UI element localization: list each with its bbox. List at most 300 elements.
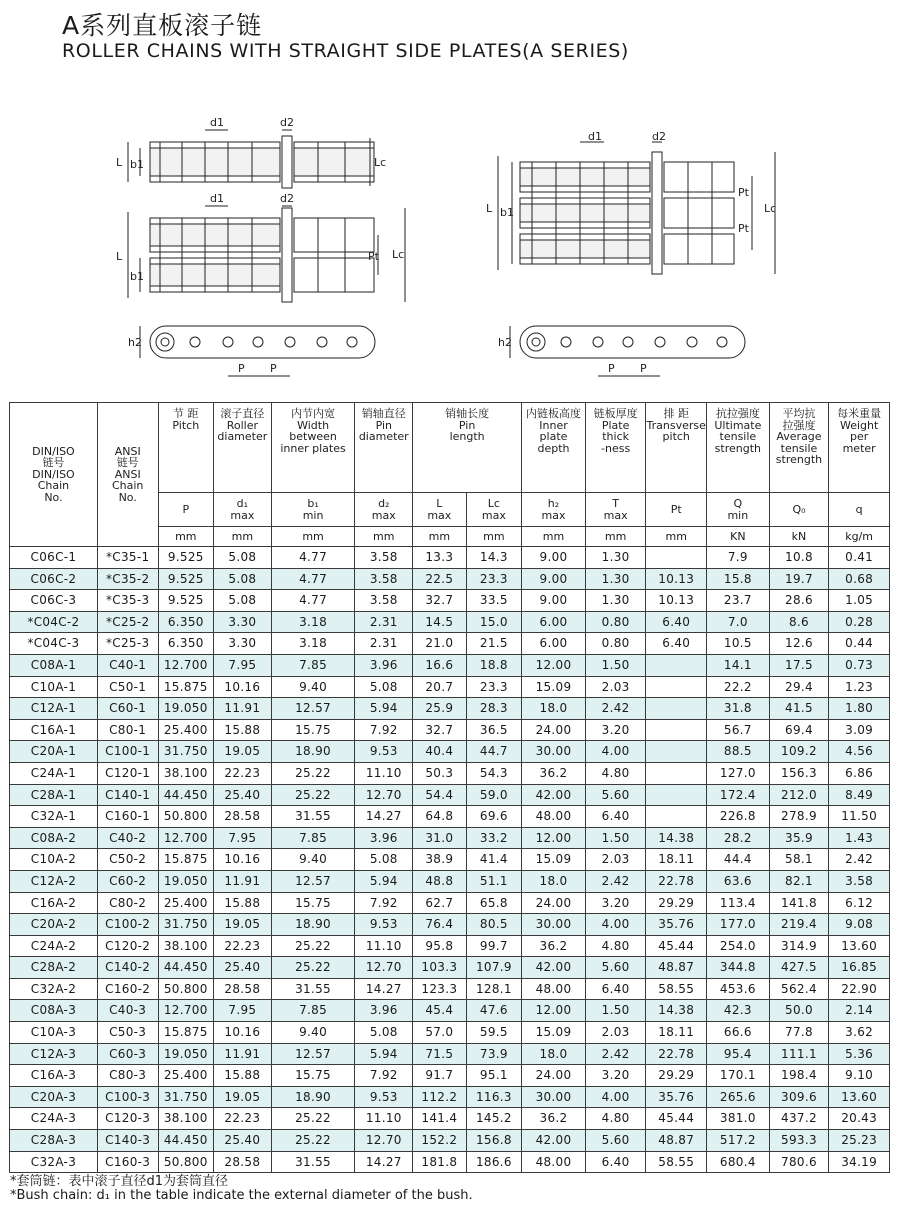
table-cell: 71.5 [413, 1043, 467, 1065]
table-cell: 24.00 [522, 1065, 586, 1087]
table-cell: 5.60 [585, 1130, 646, 1152]
table-cell: 2.03 [585, 849, 646, 871]
label-P-b2: P [640, 362, 647, 375]
table-cell: 21.5 [466, 633, 522, 655]
table-row [10, 568, 890, 590]
table-cell: 21.0 [413, 633, 467, 655]
table-cell: C08A-1 [10, 654, 98, 676]
symbol-cell: Lc max [466, 493, 522, 527]
table-cell: C28A-3 [10, 1130, 98, 1152]
table-cell: C24A-3 [10, 1108, 98, 1130]
table-cell: 29.29 [646, 892, 707, 914]
table-cell: 156.8 [466, 1130, 522, 1152]
table-cell: C50-1 [97, 676, 158, 698]
table-cell: 9.525 [158, 568, 214, 590]
table-cell: 36.2 [522, 762, 586, 784]
table-cell: *C04C-2 [10, 611, 98, 633]
table-cell: 314.9 [769, 935, 829, 957]
table-cell: 15.75 [271, 892, 355, 914]
table-cell: 25.400 [158, 719, 214, 741]
table-cell: 15.09 [522, 1022, 586, 1044]
table-cell: 6.00 [522, 633, 586, 655]
table-cell: 453.6 [707, 978, 770, 1000]
table-cell: 4.77 [271, 547, 355, 569]
table-cell: 51.1 [466, 870, 522, 892]
table-cell: C32A-3 [10, 1151, 98, 1173]
table-row [10, 611, 890, 633]
table-cell: 14.27 [355, 1151, 413, 1173]
table-cell: 25.400 [158, 892, 214, 914]
table-cell: 9.00 [522, 547, 586, 569]
table-cell: 6.00 [522, 611, 586, 633]
table-cell: 11.10 [355, 762, 413, 784]
table-cell: 7.85 [271, 1000, 355, 1022]
table-cell: 50.800 [158, 806, 214, 828]
table-cell: 278.9 [769, 806, 829, 828]
table-cell: 31.750 [158, 741, 214, 763]
table-cell: 62.7 [413, 892, 467, 914]
table-cell: 2.42 [585, 698, 646, 720]
table-cell: 58.55 [646, 1151, 707, 1173]
label-Lc-c: Lc [764, 202, 777, 215]
table-cell: C24A-2 [10, 935, 98, 957]
table-cell: 427.5 [769, 957, 829, 979]
table-cell: 103.3 [413, 957, 467, 979]
table-cell: 145.2 [466, 1108, 522, 1130]
table-cell: C28A-1 [10, 784, 98, 806]
table-cell: 5.94 [355, 1043, 413, 1065]
table-row [10, 547, 890, 569]
symbol-cell: Q₀ [769, 493, 829, 527]
table-cell: 12.00 [522, 654, 586, 676]
simplex-chain-drawing [128, 130, 374, 188]
table-cell: 24.00 [522, 719, 586, 741]
table-cell: 30.00 [522, 1086, 586, 1108]
table-cell: 38.100 [158, 762, 214, 784]
table-cell: 11.50 [829, 806, 890, 828]
header-average: 平均抗 拉强度 Average tensile strength [769, 403, 829, 493]
table-cell: 5.08 [214, 590, 272, 612]
table-cell: 64.8 [413, 806, 467, 828]
table-cell: 3.20 [585, 1065, 646, 1087]
label-d2-c: d2 [652, 130, 666, 143]
table-cell: 95.8 [413, 935, 467, 957]
table-cell: 0.28 [829, 611, 890, 633]
unit-cell: mm [646, 527, 707, 547]
table-cell: 1.05 [829, 590, 890, 612]
table-cell: 38.100 [158, 1108, 214, 1130]
table-cell: 16.6 [413, 654, 467, 676]
table-cell: 12.700 [158, 827, 214, 849]
label-L-b: L [116, 250, 123, 263]
table-cell: 16.85 [829, 957, 890, 979]
table-cell: C12A-3 [10, 1043, 98, 1065]
unit-cell: mm [522, 527, 586, 547]
header-transverse: 排 距 Transverse pitch [646, 403, 707, 493]
table-cell: 4.77 [271, 590, 355, 612]
table-cell: C06C-3 [10, 590, 98, 612]
table-cell: 18.0 [522, 698, 586, 720]
table-row [10, 1065, 890, 1087]
table-cell: 10.13 [646, 568, 707, 590]
table-cell: 76.4 [413, 914, 467, 936]
table-cell: 5.94 [355, 870, 413, 892]
table-cell: 42.00 [522, 784, 586, 806]
table-cell: 25.22 [271, 784, 355, 806]
label-L-c: L [486, 202, 493, 215]
table-cell: 45.4 [413, 1000, 467, 1022]
table-cell: 38.100 [158, 935, 214, 957]
label-Pt-c2: Pt [738, 222, 749, 235]
table-cell: 69.6 [466, 806, 522, 828]
table-cell: 12.57 [271, 1043, 355, 1065]
table-cell: 15.75 [271, 719, 355, 741]
table-cell: 65.8 [466, 892, 522, 914]
table-cell: *C35-1 [97, 547, 158, 569]
table-cell: 5.08 [355, 849, 413, 871]
unit-cell: mm [214, 527, 272, 547]
table-cell: 3.18 [271, 611, 355, 633]
table-cell: 11.10 [355, 935, 413, 957]
table-cell: 9.53 [355, 741, 413, 763]
table-cell: 309.6 [769, 1086, 829, 1108]
table-cell: 22.78 [646, 870, 707, 892]
table-cell: 58.55 [646, 978, 707, 1000]
table-cell: 66.6 [707, 1022, 770, 1044]
table-cell: 33.2 [466, 827, 522, 849]
table-cell: 44.4 [707, 849, 770, 871]
table-cell: 99.7 [466, 935, 522, 957]
table-cell: 2.03 [585, 676, 646, 698]
table-cell: 48.8 [413, 870, 467, 892]
table-cell: C120-2 [97, 935, 158, 957]
table-cell: 3.58 [355, 568, 413, 590]
table-cell: C50-2 [97, 849, 158, 871]
table-cell: 58.1 [769, 849, 829, 871]
table-cell: 156.3 [769, 762, 829, 784]
table-cell: 25.9 [413, 698, 467, 720]
table-cell: 11.10 [355, 1108, 413, 1130]
label-d1-a: d1 [210, 116, 224, 129]
table-cell [646, 784, 707, 806]
table-cell: C12A-2 [10, 870, 98, 892]
duplex-chain-drawing [128, 206, 405, 302]
table-cell [646, 654, 707, 676]
table-cell: 7.85 [271, 827, 355, 849]
table-cell: 10.16 [214, 849, 272, 871]
table-cell: 28.3 [466, 698, 522, 720]
table-cell: 3.96 [355, 1000, 413, 1022]
table-cell: 22.5 [413, 568, 467, 590]
table-cell: 12.700 [158, 654, 214, 676]
table-cell: 3.58 [829, 870, 890, 892]
table-cell: C08A-3 [10, 1000, 98, 1022]
table-cell: 3.62 [829, 1022, 890, 1044]
table-cell: 32.7 [413, 590, 467, 612]
table-cell: 4.56 [829, 741, 890, 763]
table-row [10, 849, 890, 871]
symbol-cell: Q min [707, 493, 770, 527]
header-ansi: ANSI 链号 ANSI Chain No. [97, 403, 158, 547]
label-d1-b: d1 [210, 192, 224, 205]
symbol-cell: q [829, 493, 890, 527]
table-cell: 1.50 [585, 654, 646, 676]
header-weight: 每米重量 Weight per meter [829, 403, 890, 493]
label-Lc-b: Lc [392, 248, 405, 261]
table-cell: 127.0 [707, 762, 770, 784]
table-cell: 14.38 [646, 827, 707, 849]
table-cell: 18.90 [271, 1086, 355, 1108]
table-cell: 9.525 [158, 590, 214, 612]
symbol-cell: L max [413, 493, 467, 527]
table-cell: C100-1 [97, 741, 158, 763]
table-cell: 15.875 [158, 1022, 214, 1044]
table-cell: 18.11 [646, 849, 707, 871]
table-cell: 12.57 [271, 870, 355, 892]
table-cell: *C25-3 [97, 633, 158, 655]
table-cell: 8.6 [769, 611, 829, 633]
symbol-cell: d₁ max [214, 493, 272, 527]
table-cell: C60-3 [97, 1043, 158, 1065]
table-cell: 1.23 [829, 676, 890, 698]
table-cell: 5.94 [355, 698, 413, 720]
table-cell: 15.75 [271, 1065, 355, 1087]
table-cell: 123.3 [413, 978, 467, 1000]
side-view-right [510, 326, 745, 376]
table-cell: C06C-2 [10, 568, 98, 590]
table-cell: C120-1 [97, 762, 158, 784]
table-cell: 0.41 [829, 547, 890, 569]
table-cell: 1.50 [585, 1000, 646, 1022]
table-cell: 22.2 [707, 676, 770, 698]
unit-cell: mm [585, 527, 646, 547]
table-cell: 198.4 [769, 1065, 829, 1087]
table-cell: 7.92 [355, 719, 413, 741]
unit-cell: mm [271, 527, 355, 547]
table-cell: C06C-1 [10, 547, 98, 569]
table-cell: 80.5 [466, 914, 522, 936]
symbol-cell: T max [585, 493, 646, 527]
symbol-cell: h₂ max [522, 493, 586, 527]
table-cell: 14.5 [413, 611, 467, 633]
table-cell: 44.450 [158, 1130, 214, 1152]
table-cell: 1.30 [585, 590, 646, 612]
header-roller: 滚子直径 Roller diameter [214, 403, 272, 493]
table-cell: 107.9 [466, 957, 522, 979]
table-cell: 265.6 [707, 1086, 770, 1108]
table-cell: 170.1 [707, 1065, 770, 1087]
table-cell: 17.5 [769, 654, 829, 676]
table-cell: 22.23 [214, 1108, 272, 1130]
table-cell: 56.7 [707, 719, 770, 741]
table-cell: 19.05 [214, 741, 272, 763]
table-cell: 25.40 [214, 957, 272, 979]
table-cell: 10.13 [646, 590, 707, 612]
table-cell: 3.58 [355, 547, 413, 569]
page-title-cn: A系列直板滚子链 [62, 11, 263, 40]
table-cell: 5.60 [585, 784, 646, 806]
table-cell: 7.95 [214, 654, 272, 676]
table-cell: *C35-2 [97, 568, 158, 590]
table-cell: 112.2 [413, 1086, 467, 1108]
table-cell: 36.2 [522, 1108, 586, 1130]
table-cell: 8.49 [829, 784, 890, 806]
table-cell: 48.87 [646, 1130, 707, 1152]
header-din: DIN/ISO 链号 DIN/ISO Chain No. [10, 403, 98, 547]
table-cell: 186.6 [466, 1151, 522, 1173]
table-cell: 226.8 [707, 806, 770, 828]
table-cell: 23.3 [466, 676, 522, 698]
unit-cell: mm [158, 527, 214, 547]
table-row [10, 806, 890, 828]
table-cell: 7.9 [707, 547, 770, 569]
table-cell: 25.22 [271, 957, 355, 979]
label-h2-a: h2 [128, 336, 142, 349]
table-row [10, 892, 890, 914]
table-cell: 28.6 [769, 590, 829, 612]
table-cell: 0.44 [829, 633, 890, 655]
table-cell: 31.8 [707, 698, 770, 720]
table-cell: 36.5 [466, 719, 522, 741]
table-cell: 15.09 [522, 676, 586, 698]
label-Pt-b: Pt [368, 250, 379, 263]
table-cell: 6.40 [585, 806, 646, 828]
table-cell: 7.85 [271, 654, 355, 676]
table-row [10, 590, 890, 612]
table-cell: 1.30 [585, 547, 646, 569]
table-cell: 344.8 [707, 957, 770, 979]
table-cell: 41.5 [769, 698, 829, 720]
table-row [10, 935, 890, 957]
table-cell: 381.0 [707, 1108, 770, 1130]
page-title-en: ROLLER CHAINS WITH STRAIGHT SIDE PLATES(A SERIES) [62, 40, 629, 62]
table-cell: C10A-1 [10, 676, 98, 698]
table-cell: C40-1 [97, 654, 158, 676]
table-cell: 38.9 [413, 849, 467, 871]
label-b1-a: b1 [130, 158, 144, 171]
header-pitch: 节 距 Pitch [158, 403, 214, 493]
table-cell: 20.7 [413, 676, 467, 698]
table-cell: 4.80 [585, 935, 646, 957]
header-plate-thickness: 链板厚度 Plate thick -ness [585, 403, 646, 493]
table-cell: 212.0 [769, 784, 829, 806]
table-cell: C50-3 [97, 1022, 158, 1044]
table-cell [646, 547, 707, 569]
table-cell: 25.40 [214, 784, 272, 806]
table-cell: 6.350 [158, 611, 214, 633]
unit-cell: mm [466, 527, 522, 547]
table-cell: 14.27 [355, 806, 413, 828]
table-cell: C100-3 [97, 1086, 158, 1108]
label-L-a: L [116, 156, 123, 169]
table-cell: 59.5 [466, 1022, 522, 1044]
table-cell: 13.3 [413, 547, 467, 569]
table-row [10, 1022, 890, 1044]
table-cell [646, 676, 707, 698]
table-cell: 95.1 [466, 1065, 522, 1087]
table-cell: C60-2 [97, 870, 158, 892]
header-pin-diameter: 销轴直径 Pin diameter [355, 403, 413, 493]
table-cell: 28.58 [214, 1151, 272, 1173]
table-cell: 152.2 [413, 1130, 467, 1152]
table-cell: 6.40 [646, 611, 707, 633]
table-cell: 48.00 [522, 806, 586, 828]
table-cell: 40.4 [413, 741, 467, 763]
table-cell: 141.4 [413, 1108, 467, 1130]
table-cell: 680.4 [707, 1151, 770, 1173]
table-cell: C32A-2 [10, 978, 98, 1000]
table-row [10, 827, 890, 849]
table-row [10, 633, 890, 655]
table-cell: C80-2 [97, 892, 158, 914]
table-cell: 6.86 [829, 762, 890, 784]
table-cell: 77.8 [769, 1022, 829, 1044]
table-cell: 0.80 [585, 633, 646, 655]
table-cell: 3.30 [214, 611, 272, 633]
table-cell: C20A-3 [10, 1086, 98, 1108]
table-cell: 25.400 [158, 1065, 214, 1087]
table-cell: C100-2 [97, 914, 158, 936]
table-cell: C140-3 [97, 1130, 158, 1152]
table-cell: 3.30 [214, 633, 272, 655]
table-cell: 9.53 [355, 914, 413, 936]
table-cell: 1.43 [829, 827, 890, 849]
table-cell: 15.88 [214, 892, 272, 914]
table-cell: 22.23 [214, 935, 272, 957]
label-b1-b: b1 [130, 270, 144, 283]
table-cell: 12.6 [769, 633, 829, 655]
table-row [10, 698, 890, 720]
table-cell: 3.58 [355, 590, 413, 612]
table-cell: 254.0 [707, 935, 770, 957]
table-cell: 50.3 [413, 762, 467, 784]
table-cell: 116.3 [466, 1086, 522, 1108]
table-cell: 31.0 [413, 827, 467, 849]
table-cell: 0.80 [585, 611, 646, 633]
unit-cell: mm [355, 527, 413, 547]
table-cell: 13.60 [829, 935, 890, 957]
table-cell: 15.875 [158, 849, 214, 871]
label-h2-b: h2 [498, 336, 512, 349]
table-cell [646, 806, 707, 828]
table-cell: 12.700 [158, 1000, 214, 1022]
table-cell: C40-3 [97, 1000, 158, 1022]
label-d1-c: d1 [588, 130, 602, 143]
symbol-cell: b₁ min [271, 493, 355, 527]
table-cell: 44.450 [158, 957, 214, 979]
table-cell: 20.43 [829, 1108, 890, 1130]
table-cell: C160-1 [97, 806, 158, 828]
table-cell: 12.00 [522, 1000, 586, 1022]
table-cell: C28A-2 [10, 957, 98, 979]
table-body [10, 547, 890, 1173]
table-cell: C16A-2 [10, 892, 98, 914]
symbol-cell: P [158, 493, 214, 527]
table-cell: 4.00 [585, 741, 646, 763]
table-cell: 15.88 [214, 719, 272, 741]
header-inner-plate: 内链板高度 Inner plate depth [522, 403, 586, 493]
table-cell: 14.3 [466, 547, 522, 569]
table-cell: C12A-1 [10, 698, 98, 720]
table-cell: C160-3 [97, 1151, 158, 1173]
table-cell: 19.050 [158, 870, 214, 892]
table-cell: 9.00 [522, 568, 586, 590]
table-cell: 5.08 [214, 568, 272, 590]
table-cell: 9.40 [271, 676, 355, 698]
table-cell: 19.050 [158, 698, 214, 720]
table-cell: 48.00 [522, 978, 586, 1000]
table-cell: 31.750 [158, 1086, 214, 1108]
